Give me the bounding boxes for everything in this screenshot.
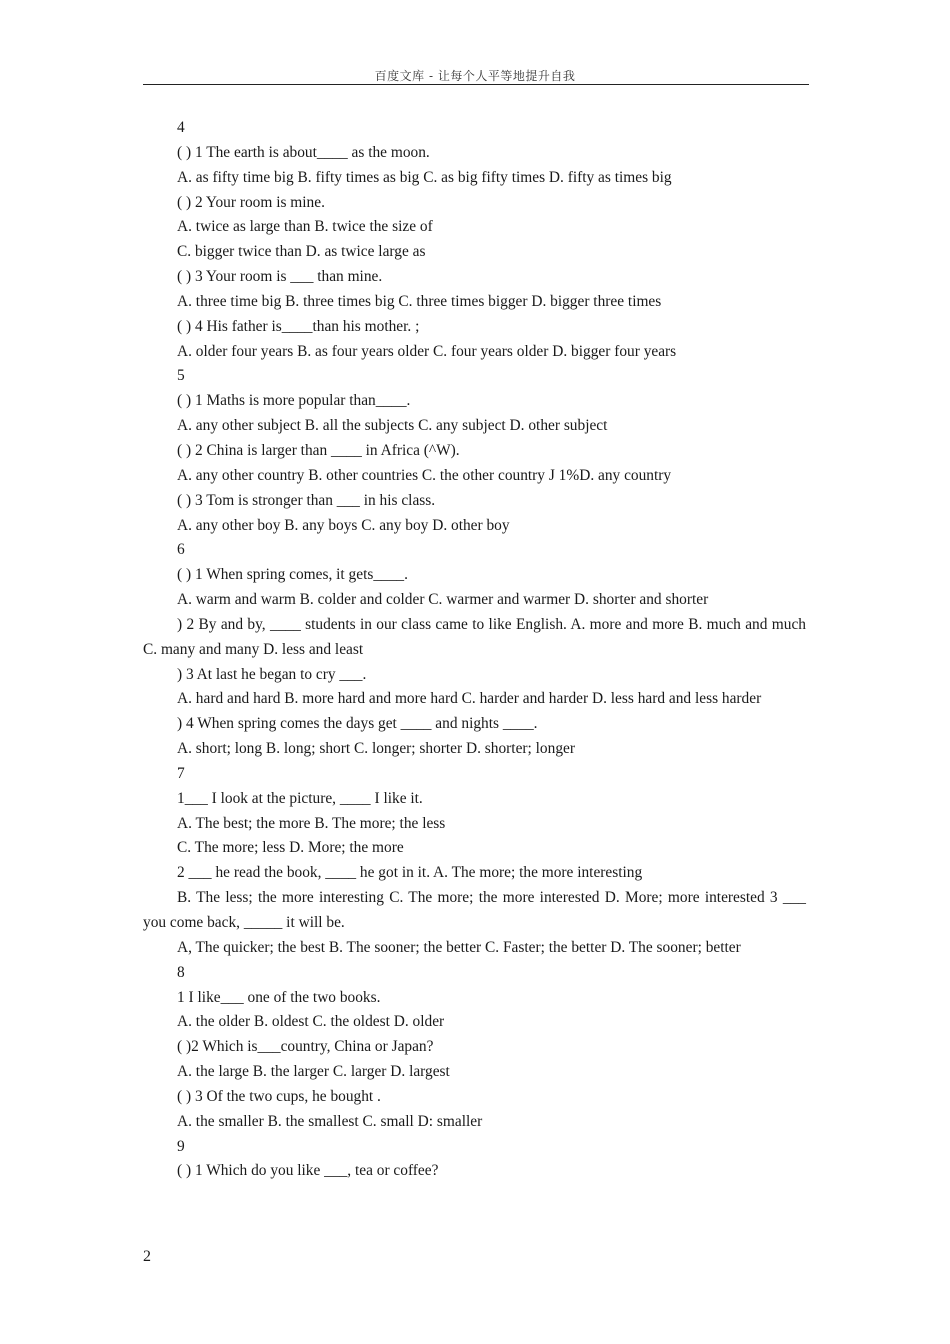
answer-options: A. three time big B. three times big C. three times bigger D. bigger three times [177,292,662,310]
answer-options: A. as fifty time big B. fifty times as big C. as big fifty times D. fifty as times big [177,168,672,186]
question-line: ( ) 2 Your room is mine. [177,193,325,211]
section-number: 4 [177,119,185,136]
section-number: 9 [177,1137,185,1155]
answer-options: C. The more; less D. More; the more [177,839,404,857]
answer-options: A. short; long B. long; short C. longer; shorter D. shorter; longer [177,740,575,758]
question-line: ( ) 1 When spring comes, it gets____. [177,566,408,584]
question-line: ) 3 At last he began to cry ___. [177,665,367,683]
page-header: 百度文库 - 让每个人平等地提升自我 [374,69,576,83]
section-number: 6 [177,541,185,559]
answer-options: A. The best; the more B. The more; the less [177,814,446,832]
question-line: ( ) 1 The earth is about____ as the moon. [177,143,430,161]
question-line: ( ) 1 Which do you like ___, tea or coffee? [177,1162,439,1180]
question-line: ( ) 1 Maths is more popular than____. [177,392,411,410]
question-line: ) 4 When spring comes the days get ____ and nights ____. [177,715,538,733]
question-paragraph: ) 2 By and by, ____ students in our class came to like English. A. more and more B. much and much C. many and many D. less and least [143,615,806,658]
answer-options: A. warm and warm B. colder and colder C. warmer and warmer D. shorter and shorter [177,591,709,609]
question-line: ( ) 3 Your room is ___ than mine. [177,268,383,286]
answer-options: A, The quicker; the best B. The sooner; the better C. Faster; the better D. The sooner; better [177,938,741,956]
answer-paragraph: B. The less; the more interesting C. The more; the more interested D. More; more interested 3 ___ you come back, _____ it will be. [143,889,806,931]
question-line: ( ) 2 China is larger than ____ in Africa (^W). [177,441,460,459]
answer-options: C. bigger twice than D. as twice large as [177,243,426,261]
question-line: ( ) 4 His father is____than his mother. ; [177,317,420,335]
answer-options: A. the large B. the larger C. larger D. largest [177,1063,450,1081]
section-number: 8 [177,963,185,981]
question-line: 2 ___ he read the book, ____ he got in it. A. The more; the more interesting [177,864,643,882]
answer-options: A. any other boy B. any boys C. any boy D. other boy [177,516,510,534]
answer-options: A. any other country B. other countries C. the other country J 1%D. any country [177,466,672,484]
question-line: ( ) 3 Of the two cups, he bought . [177,1087,381,1105]
answer-options: A. twice as large than B. twice the size of [177,218,433,236]
question-line: ( ) 3 Tom is stronger than ___ in his class. [177,491,436,509]
section-number: 5 [177,367,185,385]
question-line: ( )2 Which is___country, China or Japan? [177,1038,434,1056]
page-number: 2 [143,1248,151,1265]
question-line: 1 I like___ one of the two books. [177,988,381,1006]
question-line: 1___ I look at the picture, ____ I like it. [177,789,423,807]
document-body [143,116,806,1184]
header-divider [143,84,809,85]
answer-options: A. the smaller B. the smallest C. small D: smaller [177,1112,483,1130]
answer-options: A. the older B. oldest C. the oldest D. older [177,1013,445,1031]
answer-options: A. any other subject B. all the subjects C. any subject D. other subject [177,417,608,435]
answer-paragraph: A. hard and hard B. more hard and more hard C. harder and harder D. less hard and less harder [177,690,762,708]
answer-options: A. older four years B. as four years older C. four years older D. bigger four years [177,342,677,360]
section-number: 7 [177,764,185,782]
